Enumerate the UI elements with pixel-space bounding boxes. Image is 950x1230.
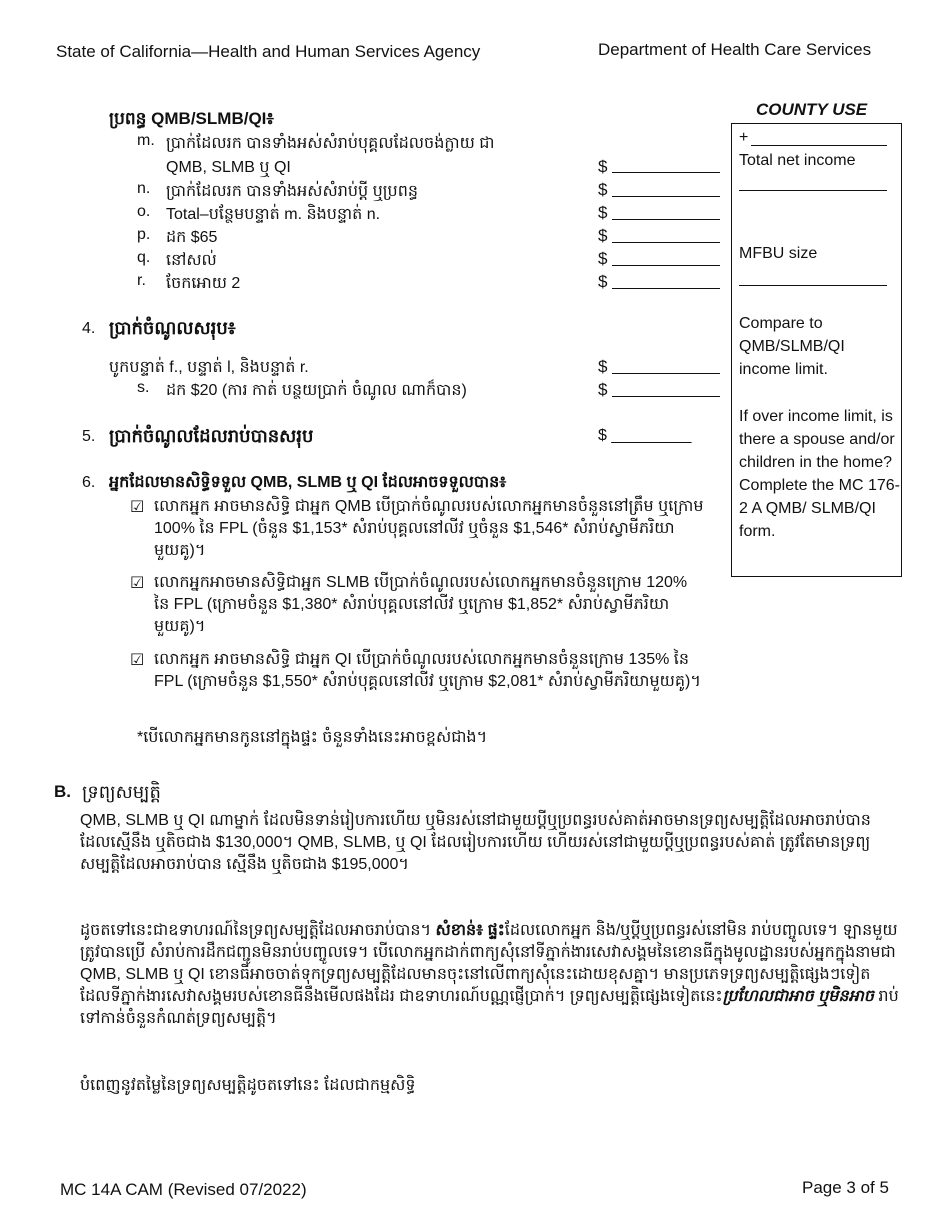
item5-title: ប្រាក់ចំណូលដែលរាប់បានសរុប bbox=[109, 426, 314, 446]
row-r-text: ចែកអោយ 2 bbox=[166, 275, 241, 292]
row-n-text: ប្រាក់ដែលរក បានទាំងអស់សំរាប់ប្ដី ឬប្រពន្ធ bbox=[166, 183, 419, 200]
countable-intro: ដូចតទៅនេះជាឧទាហរណ៍នៃទ្រព្យសម្បត្តិដែលអាចរាប់បាន។ bbox=[80, 922, 436, 939]
may-or-may-not-phrase: ប្រហែលជាអាច ឬមិនអាច bbox=[722, 988, 874, 1005]
spouse-heading-kh: ប្រពន្ធ bbox=[109, 109, 147, 128]
row-q-text: នៅសល់ bbox=[166, 252, 217, 269]
row-q-blank[interactable] bbox=[612, 251, 720, 266]
row-o-dollar: $ bbox=[598, 203, 608, 222]
property-limit-paragraph: QMB, SLMB ឬ QI ណាម្នាក់ ដែលមិនទាន់រៀបការហើយ ឬមិនរស់នៅជាមួយប្ដីឬប្រពន្ធរបស់គាត់អាចមានទ្រព្យសម្បត្តិដែលអាចរាប់បានដែលស្មើនឹង ឬតិចជាង $130,000។ QMB, SLMB, ឬ QI ដែលរៀបការហើយ ហើយរស់នៅជាមួយប្ដីឬប្រពន្ធរបស់គាត់ ត្រូវតែមានទ្រព្យសម្បត្តិដែលអាចរាប់បាន ស្មើនឹង ឬតិចជាង $195,000។ bbox=[80, 812, 871, 873]
total-net-income-line[interactable] bbox=[739, 174, 887, 191]
children-footnote: *បើលោកអ្នកមានកូននៅក្នុងផ្ទះ ចំនួនទាំងនេះអាចខ្ពស់ជាង។ bbox=[137, 729, 488, 746]
item4-title: ប្រាក់ចំណូលសរុប៖ bbox=[109, 318, 236, 338]
countable-body: ដែលលោកអ្នក និង/ឬប្ដីឬប្រពន្ធរស់នៅមិន រាប់បញ្ចូលទេ។ ឡានមួយត្រូវបានប្រើ សំរាប់ការដឹកជញ្ជូនមិនរាប់បញ្ចូលទេ។ បើលោកអ្នកដាក់ពាក្យសុំនៅទីភ្នាក់ងារសេវាសង្គមនៃខោនធីក្នុងមូលដ្ឋានរបស់អ្នកក្នុងនាមជា QMB, SLMB ឬ QI ខោនធីអាចចាត់ទុកទ្រព្យសម្បត្តិដែលមានចុះនៅលើពាក្យសុំនេះដោយខុសគ្នា។ មានប្រភេទទ្រព្យសម្បត្តិផ្សេងៗទៀតដែលទីភ្នាក់ងារសេវាសង្គមរបស់ខោនធីនឹងមើលផងដែរ ជាឧទាហរណ៍បណ្ណផ្ញើប្រាក់។ ទ្រព្យសម្បត្តិផ្សេងទៀតនេះ bbox=[80, 922, 898, 1005]
plus-blank-line[interactable] bbox=[751, 128, 887, 146]
spouse-heading-en: QMB/SLMB/QI៖ bbox=[151, 109, 274, 128]
item4-s-letter: s. bbox=[137, 379, 150, 396]
row-r-dollar: $ bbox=[598, 272, 608, 291]
item4-line1: បូកបន្ទាត់ f., បន្ទាត់ l, និងបន្ទាត់ r. bbox=[109, 359, 309, 376]
row-n-blank[interactable] bbox=[612, 182, 720, 197]
spouse-heading bbox=[109, 108, 274, 133]
page-number-footer: Page 3 of 5 bbox=[802, 1178, 889, 1197]
row-m-text: ប្រាក់ដែលរក បានទាំងអស់សំរាប់បុគ្គលដែលចង់ក្លាយ ជា bbox=[166, 135, 495, 152]
slmb-option-text: លោកអ្នកអាចមានសិទ្ធិជាអ្នក SLMB បើប្រាក់ចំណូលរបស់លោកអ្នកមានចំនួនក្រោម 120% នៃ FPL (ក្រោមចំនួន $1,380* សំរាប់បុគ្គលនៅលីវ ឬក្រោម $1,852* សំរាប់ស្វាមីភរិយាមួយគូ)។ bbox=[154, 574, 688, 635]
row-p-letter: p. bbox=[137, 226, 151, 243]
row-o-text: Total–បន្ថែមបន្ទាត់ m. និងបន្ទាត់ n. bbox=[166, 206, 381, 223]
total-net-income-label: Total net income bbox=[739, 152, 856, 169]
item5-number: 5. bbox=[82, 428, 96, 445]
row-m-text-cont: QMB, SLMB ឬ QI bbox=[166, 159, 291, 176]
fill-property-values-text: បំពេញនូវតម្លៃនៃទ្រព្យសម្បត្តិដូចតទៅនេះ ដែលជាកម្មសិទ្ធិ bbox=[80, 1077, 416, 1094]
qi-checkbox[interactable]: ☑ bbox=[130, 652, 145, 669]
row-q-dollar: $ bbox=[598, 249, 608, 268]
row-p-text: ដក $65 bbox=[166, 229, 218, 246]
qmb-option-text: លោកអ្នក អាចមានសិទ្ធិ ជាអ្នក QMB បើប្រាក់ចំណូលរបស់លោកអ្នកមានចំនួននៅត្រឹម ឬក្រោម 100% នៃ FPL (ចំនួន $1,153* សំរាប់បុគ្គលនៅលីវ ឬចំនួន $1,546* សំរាប់ស្វាមីភរិយាមួយគូ)។ bbox=[154, 498, 704, 559]
county-use-box bbox=[731, 123, 902, 577]
row-n-dollar: $ bbox=[598, 180, 608, 199]
row-n-letter: n. bbox=[137, 180, 151, 197]
row-q-letter: q. bbox=[137, 249, 151, 266]
row-p-dollar: $ bbox=[598, 226, 608, 245]
department-header: Department of Health Care Services bbox=[598, 40, 872, 59]
section-b-title: ទ្រព្យសម្បត្តិ bbox=[82, 782, 161, 802]
countable-property-paragraph bbox=[80, 920, 900, 1030]
item6-title: អ្នកដែលមានសិទ្ធិទទួល QMB, SLMB ឬ QI ដែលអាចទទួលបាន៖ bbox=[109, 474, 507, 491]
item4-s-dollar: $ bbox=[598, 380, 608, 399]
plus-sign: + bbox=[739, 129, 749, 146]
compare-limit-text: Compare to QMB/SLMB/QI income limit. bbox=[739, 315, 845, 378]
qmb-checkbox[interactable]: ☑ bbox=[130, 499, 145, 516]
countable-end: រាប់ទៅកាន់ចំនួនកំណត់ទ្រព្យសម្បត្តិ។ bbox=[80, 988, 899, 1027]
item6-number: 6. bbox=[82, 474, 96, 491]
mfbu-size-label: MFBU size bbox=[739, 245, 818, 262]
item4-dollar: $ bbox=[598, 357, 608, 376]
row-r-blank[interactable] bbox=[612, 274, 720, 289]
qi-option-text: លោកអ្នក អាចមានសិទ្ធិ ជាអ្នក QI បើប្រាក់ចំណូលរបស់លោកអ្នកមានចំនួនក្រោម 135% នៃ FPL (ក្រោមចំនួន $1,550* សំរាប់បុគ្គលនៅលីវ ឬក្រោម $2,081* សំរាប់ស្វាមីភរិយាមួយគូ)។ bbox=[154, 651, 701, 690]
important-home-label: សំខាន់៖ ផ្ទះ bbox=[435, 922, 505, 939]
row-r-letter: r. bbox=[137, 272, 146, 289]
form-number-footer: MC 14A CAM (Revised 07/2022) bbox=[60, 1180, 307, 1199]
row-m-letter: m. bbox=[137, 132, 155, 149]
agency-header: State of California—Health and Human Services Agency bbox=[56, 42, 481, 61]
row-m-blank[interactable] bbox=[612, 158, 720, 173]
county-use-title: COUNTY USE bbox=[756, 100, 868, 119]
row-o-letter: o. bbox=[137, 203, 151, 220]
item4-s-blank[interactable] bbox=[612, 382, 720, 397]
mfbu-size-line[interactable] bbox=[739, 269, 887, 286]
item5-blank[interactable]: $ _________ bbox=[598, 427, 692, 444]
over-limit-text: If over income limit, is there a spouse and/or children in the home? Complete the MC 176-2 A QMB/ SLMB/QI form. bbox=[739, 408, 900, 540]
section-b-letter: B. bbox=[54, 782, 71, 801]
item4-blank[interactable] bbox=[612, 359, 720, 374]
row-p-blank[interactable] bbox=[612, 228, 720, 243]
row-m-dollar: $ bbox=[598, 157, 608, 176]
row-o-blank[interactable] bbox=[612, 205, 720, 220]
item4-s-text: ដក $20 (ការ កាត់ បន្ថយប្រាក់ ចំណូល ណាក៏បាន) bbox=[166, 382, 467, 399]
item4-number: 4. bbox=[82, 320, 96, 337]
slmb-checkbox[interactable]: ☑ bbox=[130, 575, 145, 592]
